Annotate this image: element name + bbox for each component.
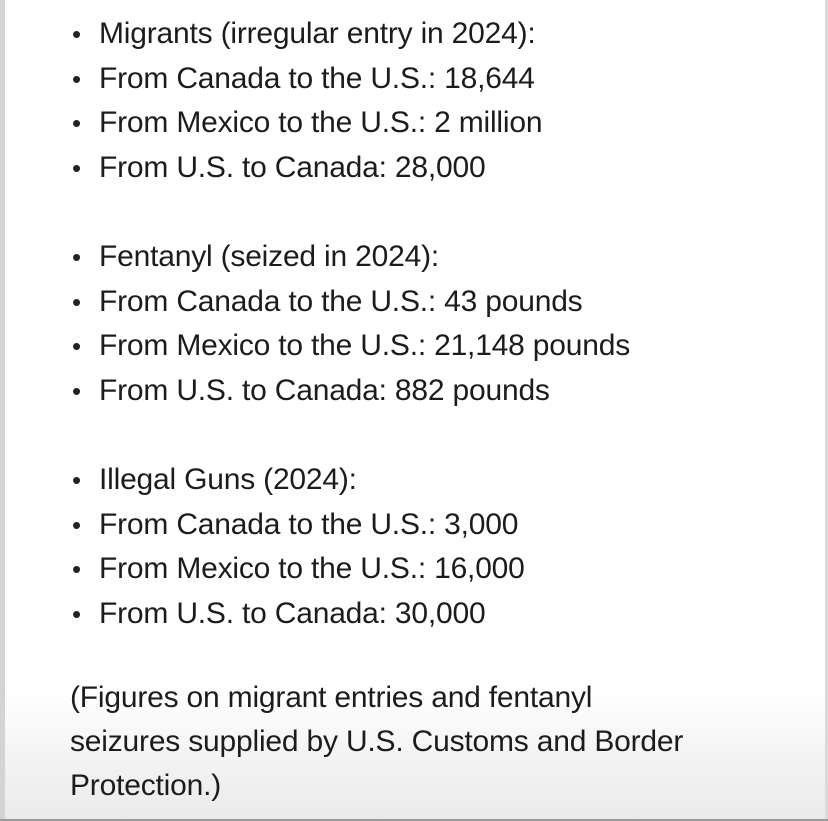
list-item: [72, 280, 812, 325]
bullet-icon: •: [72, 509, 81, 540]
list-item-text: From Mexico to the U.S.: 2 million: [99, 106, 543, 139]
left-border: [0, 0, 5, 821]
source-note: [70, 676, 810, 808]
list-item: [72, 369, 812, 414]
heading-text: Illegal Guns (2024):: [99, 463, 357, 496]
bullet-icon: •: [72, 465, 81, 495]
bullet-icon: •: [72, 19, 81, 49]
list-item: [72, 547, 812, 592]
bullet-icon: •: [72, 63, 81, 94]
bullet-icon: •: [72, 331, 81, 361]
list-item: [72, 503, 812, 548]
source-note-line: (Figures on migrant entries and fentanyl: [70, 681, 593, 714]
list-item-text: From U.S. to Canada: 882 pounds: [99, 373, 550, 407]
list-item: [72, 146, 812, 191]
list-item-text: From Canada to the U.S.: 3,000: [99, 507, 519, 541]
section-illegal-guns: [72, 458, 812, 636]
heading-text: Fentanyl (seized in 2024):: [99, 240, 439, 273]
statistics-list: [72, 12, 812, 681]
source-note-line: Protection.): [70, 769, 221, 802]
list-item-text: From Canada to the U.S.: 18,644: [99, 61, 535, 95]
heading-text: Migrants (irregular entry in 2024):: [99, 17, 536, 50]
bullet-icon: •: [72, 152, 81, 183]
list-item-text: From U.S. to Canada: 30,000: [99, 596, 486, 630]
list-item: [72, 57, 812, 102]
list-item-text: From Canada to the U.S.: 43 pounds: [99, 284, 583, 318]
list-item: [72, 324, 812, 369]
bullet-icon: •: [72, 108, 81, 138]
section-migrants: [72, 12, 812, 190]
section-heading: [72, 12, 812, 57]
section-heading: [72, 458, 812, 503]
bullet-icon: •: [72, 554, 81, 584]
bullet-icon: •: [72, 286, 81, 317]
list-item-text: From Mexico to the U.S.: 21,148 pounds: [99, 329, 631, 362]
section-heading: [72, 235, 812, 280]
bullet-icon: •: [72, 242, 81, 272]
section-fentanyl: [72, 235, 812, 413]
list-item: [72, 592, 812, 637]
bullet-icon: •: [72, 375, 81, 406]
bullet-icon: •: [72, 598, 81, 629]
list-item-text: From U.S. to Canada: 28,000: [99, 150, 486, 184]
list-item-text: From Mexico to the U.S.: 16,000: [99, 552, 525, 585]
list-item: [72, 101, 812, 146]
source-note-line: seizures supplied by U.S. Customs and Border: [70, 725, 684, 758]
